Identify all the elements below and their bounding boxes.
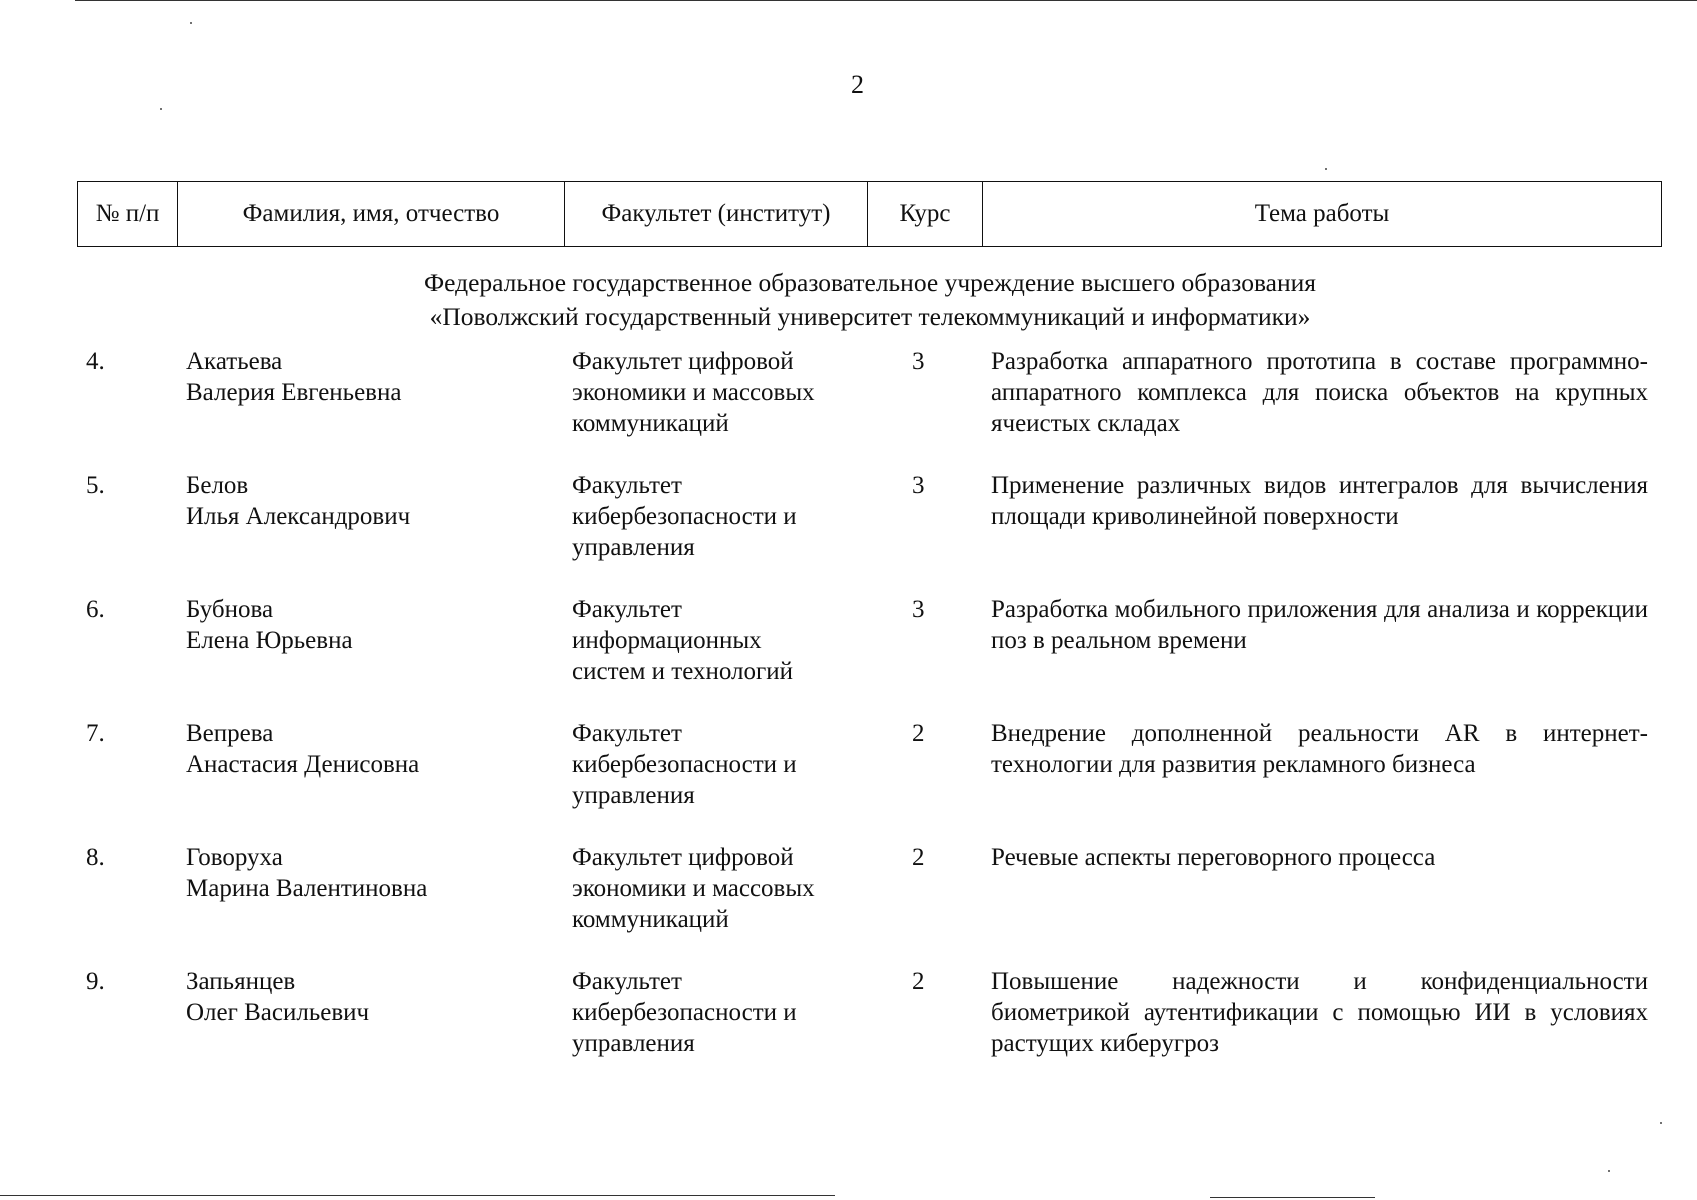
institution-name	[0, 266, 1697, 334]
work-topic: Повышение надежности и конфиденциальности биометрикой аутентификации с помощью ИИ в условиях растущих киберугроз	[991, 968, 1648, 1057]
faculty	[572, 594, 872, 687]
student-given-names: Анастасия Денисовна	[186, 751, 420, 778]
faculty-line: кибербезопасности и	[572, 503, 797, 530]
header-faculty: Факультет (институт)	[565, 182, 868, 247]
course: 3	[912, 348, 925, 375]
table-row	[0, 966, 1697, 1086]
scan-speck	[190, 22, 192, 24]
faculty-line: управления	[572, 534, 695, 561]
work-topic: Внедрение дополненной реальности AR в интернет-технологии для развития рекламного бизнеса	[991, 720, 1648, 778]
course: 2	[912, 968, 925, 995]
table-row	[0, 718, 1697, 838]
faculty-line: экономики и массовых	[572, 875, 815, 902]
top-scan-edge	[75, 0, 1697, 1]
student-given-names: Илья Александрович	[186, 503, 411, 530]
faculty	[572, 966, 872, 1059]
header-name: Фамилия, имя, отчество	[178, 182, 565, 247]
student-name	[186, 966, 546, 1028]
student-surname: Белов	[186, 472, 249, 499]
faculty-line: коммуникаций	[572, 410, 729, 437]
student-name	[186, 346, 546, 408]
scan-speck	[1660, 1122, 1662, 1124]
faculty	[572, 842, 872, 935]
faculty-line: кибербезопасности и	[572, 999, 797, 1026]
course: 3	[912, 596, 925, 623]
faculty	[572, 470, 872, 563]
table-row	[0, 594, 1697, 714]
row-number: 4.	[86, 348, 105, 375]
institution-line-1: Федеральное государственное образовательное учреждение высшего образования	[423, 268, 1317, 297]
scan-speck	[1608, 1170, 1610, 1172]
faculty-line: Факультет цифровой	[572, 844, 794, 871]
student-surname: Запьянцев	[186, 968, 296, 995]
row-number: 5.	[86, 472, 105, 499]
faculty-line: информационных	[572, 627, 762, 654]
student-name	[186, 718, 546, 780]
course: 3	[912, 472, 925, 499]
student-surname: Бубнова	[186, 596, 274, 623]
student-name	[186, 842, 546, 904]
table-row	[0, 842, 1697, 962]
student-given-names: Валерия Евгеньевна	[186, 379, 402, 406]
scan-speck	[160, 108, 162, 110]
faculty-line: экономики и массовых	[572, 379, 815, 406]
faculty-line: Факультет	[572, 720, 682, 747]
faculty-line: управления	[572, 1030, 695, 1057]
work-topic: Применение различных видов интегралов для вычисления площади криволинейной поверхности	[991, 472, 1648, 530]
table-row	[0, 346, 1697, 466]
course: 2	[912, 844, 925, 871]
faculty-line: систем и технологий	[572, 658, 794, 685]
header-num: № п/п	[78, 182, 178, 247]
header-topic: Тема работы	[983, 182, 1662, 247]
work-topic: Речевые аспекты переговорного процесса	[991, 844, 1436, 871]
student-surname: Акатьева	[186, 348, 283, 375]
work-topic: Разработка аппаратного прототипа в составе программно-аппаратного комплекса для поиска объектов на крупных ячеистых складах	[991, 348, 1648, 437]
faculty	[572, 718, 872, 811]
table-header	[77, 181, 1662, 247]
student-name	[186, 594, 546, 656]
course: 2	[912, 720, 925, 747]
row-number: 6.	[86, 596, 105, 623]
scan-speck	[1325, 168, 1327, 170]
bottom-scan-edge-left	[0, 1195, 835, 1196]
student-given-names: Елена Юрьевна	[186, 627, 353, 654]
faculty-line: Факультет цифровой	[572, 348, 794, 375]
student-name	[186, 470, 546, 532]
page-number: 2	[851, 70, 864, 99]
faculty-line: Факультет	[572, 968, 682, 995]
faculty-line: Факультет	[572, 596, 682, 623]
student-given-names: Олег Васильевич	[186, 999, 370, 1026]
table-row	[0, 470, 1697, 590]
row-number: 9.	[86, 968, 105, 995]
bottom-scan-edge-right	[1210, 1197, 1375, 1198]
header-course: Курс	[868, 182, 983, 247]
faculty-line: управления	[572, 782, 695, 809]
faculty-line: коммуникаций	[572, 906, 729, 933]
student-surname: Говоруха	[186, 844, 283, 871]
work-topic: Разработка мобильного приложения для анализа и коррекции поз в реальном времени	[991, 596, 1648, 654]
row-number: 7.	[86, 720, 105, 747]
student-given-names: Марина Валентиновна	[186, 875, 428, 902]
institution-line-2: «Поволжский государственный университет телекоммуникаций и информатики»	[429, 302, 1311, 331]
faculty-line: кибербезопасности и	[572, 751, 797, 778]
row-number: 8.	[86, 844, 105, 871]
student-surname: Вепрева	[186, 720, 274, 747]
faculty	[572, 346, 872, 439]
faculty-line: Факультет	[572, 472, 682, 499]
